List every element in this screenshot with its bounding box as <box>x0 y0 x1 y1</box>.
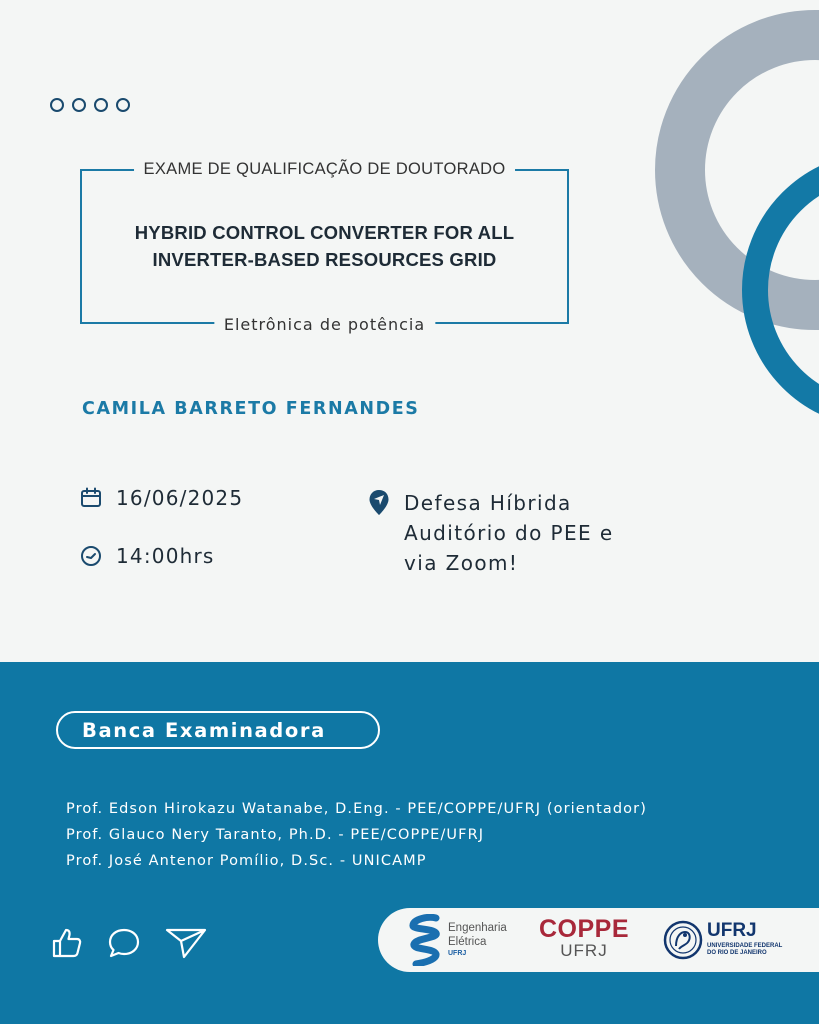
thesis-title-line-1: HYBRID CONTROL CONVERTER FOR ALL <box>134 222 515 243</box>
circle-outline-icon <box>94 98 108 112</box>
location-line-1: Defesa Híbrida <box>404 491 572 515</box>
coppe-label-2: UFRJ <box>560 941 608 960</box>
location-line-2: Auditório do PEE e <box>404 521 614 545</box>
event-date-text: 16/06/2025 <box>116 486 244 510</box>
circle-outline-icon <box>72 98 86 112</box>
comment-icon[interactable] <box>106 926 142 960</box>
committee-label: Banca Examinadora <box>56 711 380 749</box>
location-pin-icon <box>368 489 390 517</box>
coppe-logo <box>539 916 629 960</box>
social-actions <box>50 926 208 960</box>
blue-ring-decoration <box>755 165 819 415</box>
committee-member: Prof. José Antenor Pomílio, D.Sc. - UNICAMP <box>66 853 427 869</box>
engenharia-eletrica-logo <box>408 914 518 966</box>
ufrj-subtitle-2: DO RIO DE JANEIRO <box>707 950 767 956</box>
event-time <box>80 544 215 568</box>
title-frame <box>80 160 569 334</box>
thesis-title-line-2: INVERTER-BASED RESOURCES GRID <box>152 249 497 270</box>
ufrj-label-2 <box>707 943 782 957</box>
committee-member: Prof. Edson Hirokazu Watanabe, D.Eng. - PEE/COPPE/UFRJ (orientador) <box>66 801 647 817</box>
committee-member: Prof. Glauco Nery Taranto, Ph.D. - PEE/COPPE/UFRJ <box>66 827 485 843</box>
eng-label-3: UFRJ <box>448 950 467 957</box>
thesis-title <box>82 219 567 273</box>
clock-icon <box>80 545 102 567</box>
institution-logos <box>378 908 819 972</box>
pagination-dots <box>50 98 130 112</box>
exam-type: EXAME DE QUALIFICAÇÃO DE DOUTORADO <box>134 160 516 179</box>
ufrj-label-1: UFRJ <box>707 920 757 941</box>
location-line-3: via Zoom! <box>404 551 519 575</box>
calendar-icon <box>80 487 102 509</box>
author-name: CAMILA BARRETO FERNANDES <box>82 399 420 419</box>
ufrj-logo <box>663 914 813 966</box>
coppe-label-1: COPPE <box>539 915 630 943</box>
committee-section <box>0 662 819 1024</box>
event-location <box>368 488 614 578</box>
event-time-text: 14:00hrs <box>116 544 215 568</box>
committee-members <box>66 796 647 874</box>
event-location-text <box>404 488 614 578</box>
gray-ring-decoration <box>680 35 819 305</box>
eng-label-2: Elétrica <box>448 936 487 948</box>
research-area: Eletrônica de potência <box>214 315 435 334</box>
send-icon[interactable] <box>164 926 208 960</box>
ufrj-subtitle-1: UNIVERSIDADE FEDERAL <box>707 943 783 949</box>
engenharia-eletrica-emblem-icon <box>408 914 444 966</box>
event-date <box>80 486 243 510</box>
ufrj-seal-icon <box>663 916 703 964</box>
eng-label-1: Engenharia <box>448 922 507 934</box>
circle-outline-icon <box>116 98 130 112</box>
thumbs-up-icon[interactable] <box>50 926 84 960</box>
circle-outline-icon <box>50 98 64 112</box>
